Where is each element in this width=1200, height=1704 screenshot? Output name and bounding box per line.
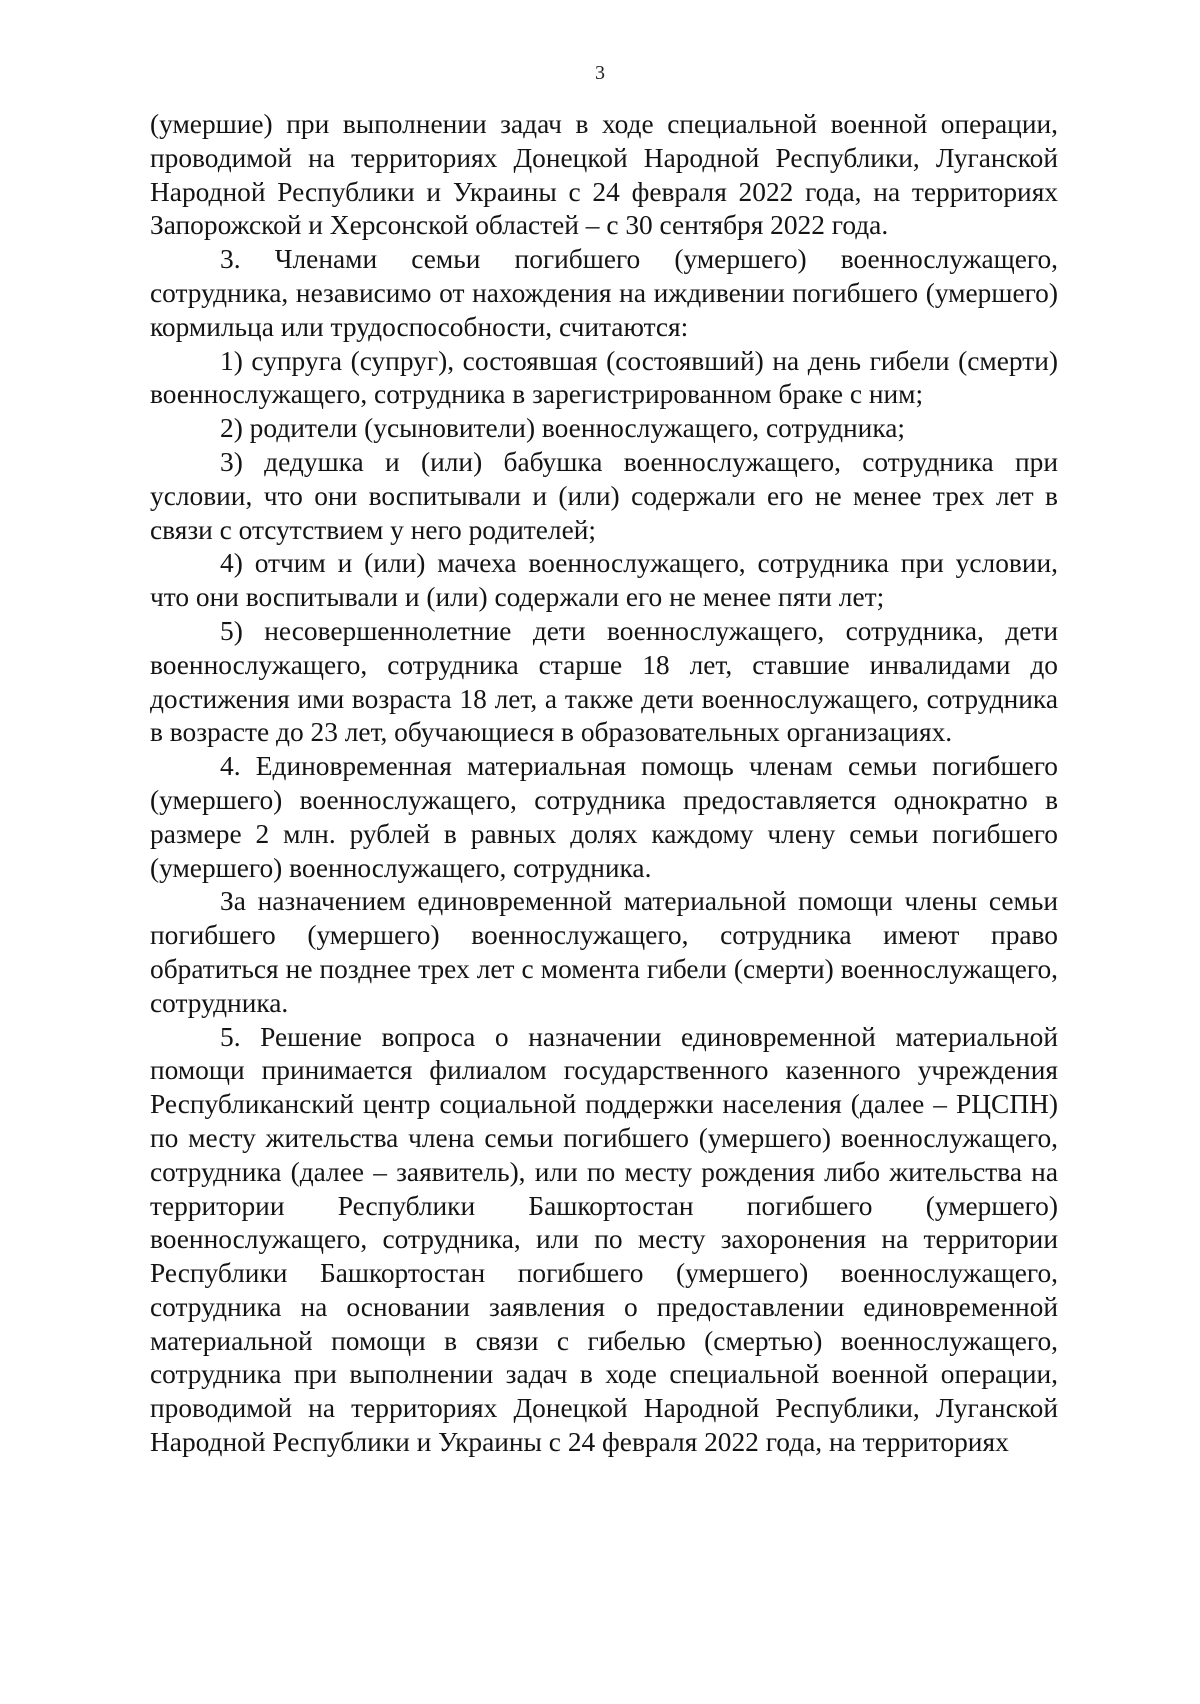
paragraph-item-5: 5. Решение вопроса о назначении единовременной материальной помощи принимается филиалом государственного казенного учреждения Республиканский центр социальной поддержки населения (далее – РЦСПН) по месту жительства члена семьи погибшего (умершего) военнослужащего, сотрудника (далее – заявитель), или по месту рождения либо жительства на территории Республики Башкортостан погибшего (умершего) военнослужащего, сотрудника, или по месту захоронения на территории Республики Башкортостан погибшего (умершего) военнослужащего, сотрудника на основании заявления о предоставлении единовременной материальной помощи в связи с гибелью (смертью) военнослужащего, сотрудника при выполнении задач в ходе специальной военной операции, проводимой на территориях Донецкой Народной Республики, Луганской Народной Республики и Украины с 24 февраля 2022 года, на территориях bbox=[150, 1021, 1058, 1458]
paragraph-item-4: 4. Единовременная материальная помощь членам семьи погибшего (умершего) военнослужащего, сотрудника предоставляется однократно в размере 2 млн. рублей в равных долях каждому члену семьи погибшего (умершего) военнослужащего, сотрудника. bbox=[150, 751, 1058, 883]
paragraph-item-3: 3. Членами семьи погибшего (умершего) военнослужащего, сотрудника, независимо от нахождения на иждивении погибшего (умершего) кормильца или трудоспособности, считаются: bbox=[150, 244, 1058, 342]
document-body bbox=[150, 108, 1058, 1460]
paragraph-subitem-2: 2) родители (усыновители) военнослужащего, сотрудника; bbox=[220, 413, 905, 444]
paragraph-subitem-1: 1) супруга (супруг), состоявшая (состоявший) на день гибели (смерти) военнослужащего, сотрудника в зарегистрированном браке с ним; bbox=[150, 345, 1058, 410]
paragraph-continuation: (умершие) при выполнении задач в ходе специальной военной операции, проводимой на территориях Донецкой Народной Республики, Луганской Народной Республики и Украины с 24 февраля 2022 года, на территориях Запорожской и Херсонской областей – с 30 сентября 2022 года. bbox=[150, 109, 1058, 241]
paragraph-subitem-3: 3) дедушка и (или) бабушка военнослужащего, сотрудника при условии, что они воспитывали и (или) содержали его не менее трех лет в связи с отсутствием у него родителей; bbox=[150, 446, 1058, 545]
paragraph-item-4-application: За назначением единовременной материальной помощи члены семьи погибшего (умершего) военнослужащего, сотрудника имеют право обратиться не позднее трех лет с момента гибели (смерти) военнослужащего, сотрудника. bbox=[150, 886, 1058, 1018]
paragraph-subitem-4: 4) отчим и (или) мачеха военнослужащего, сотрудника при условии, что они воспитывали и (или) содержали его не менее пяти лет; bbox=[150, 548, 1058, 613]
page-number: 3 bbox=[595, 62, 605, 84]
paragraph-subitem-5: 5) несовершеннолетние дети военнослужащего, сотрудника, дети военнослужащего, сотрудника старше 18 лет, ставшие инвалидами до достижения ими возраста 18 лет, а также дети военнослужащего, сотрудника в возрасте до 23 лет, обучающиеся в образовательных организациях. bbox=[150, 615, 1058, 748]
